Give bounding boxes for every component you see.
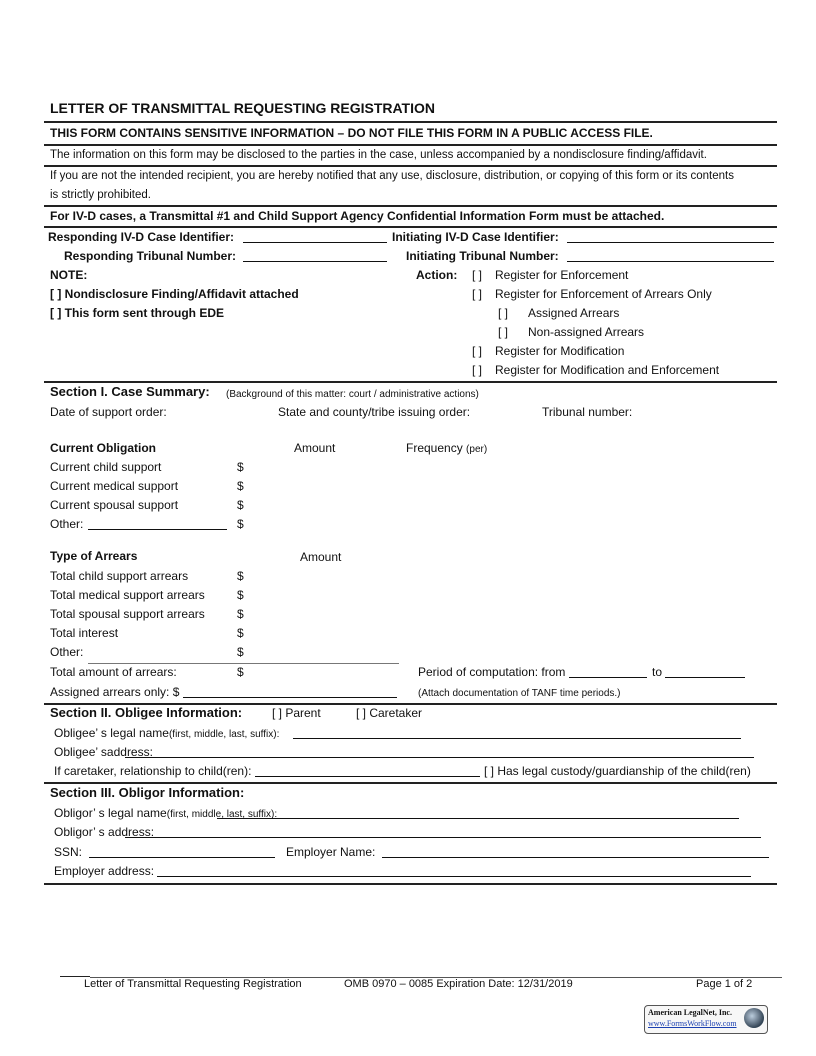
action-label: Action:	[416, 268, 458, 282]
legal-custody-checkbox[interactable]: [ ] Has legal custody/guardianship of the child(ren)	[484, 764, 751, 778]
dollar-sign: $	[237, 607, 244, 621]
initiating-tribunal-label: Initiating Tribunal Number:	[406, 249, 559, 263]
action-checkbox-enforcement[interactable]: [ ]	[472, 268, 483, 282]
sensitive-warning: THIS FORM CONTAINS SENSITIVE INFORMATION – DO NOT FILE THIS FORM IN A PUBLIC ACCESS FILE.	[50, 126, 653, 140]
frequency-label: Frequency	[406, 441, 463, 455]
divider	[44, 144, 777, 146]
responding-tribunal-field[interactable]	[243, 261, 387, 262]
disclosure-notice: The information on this form may be disclosed to the parties in the case, unless accompanied by a nondisclosure finding/affidavit.	[50, 149, 707, 161]
arrears-amount-header: Amount	[300, 550, 342, 564]
divider	[44, 226, 777, 228]
dollar-sign: $	[237, 460, 244, 474]
responding-case-label: Responding IV-D Case Identifier:	[48, 230, 235, 244]
footer-form-name: Letter of Transmittal Requesting Registration	[84, 978, 302, 990]
employer-name-label: Employer Name:	[286, 845, 376, 859]
arrears-row-label: Total interest	[50, 626, 119, 640]
period-to-label: to	[652, 665, 663, 679]
obligor-name-label	[54, 806, 277, 822]
obligee-address-label: Obligee’ saddress:	[54, 745, 153, 759]
divider	[44, 883, 777, 885]
arrears-row-label: Total spousal support arrears	[50, 607, 205, 621]
action-nonassigned-label: Non-assigned Arrears	[528, 325, 645, 339]
arrears-row-label: Other:	[50, 645, 84, 659]
section1-heading: Section I. Case Summary:	[50, 384, 210, 399]
dollar-sign: $	[237, 479, 244, 493]
logo-name: American LegalNet, Inc.	[648, 1008, 732, 1017]
action-assigned-label: Assigned Arrears	[528, 306, 620, 320]
arrears-row-label: Total child support arrears	[50, 569, 189, 583]
initiating-case-label: Initiating IV-D Case Identifier:	[392, 230, 559, 244]
state-county-label: State and county/tribe issuing order:	[278, 405, 471, 419]
section2-heading: Section II. Obligee Information:	[50, 705, 243, 720]
obligee-name-field[interactable]	[293, 738, 741, 739]
initiating-case-field[interactable]	[567, 242, 774, 243]
dollar-sign: $	[237, 498, 244, 512]
obligation-row-label: Current medical support	[50, 479, 179, 493]
responding-case-field[interactable]	[243, 242, 387, 243]
name-hint: (first, middle, last, suffix):	[166, 809, 278, 820]
ssn-field[interactable]	[89, 857, 275, 858]
frequency-header	[406, 441, 487, 457]
period-from-label: Period of computation: from	[418, 665, 566, 679]
action-checkbox-mod-enforcement[interactable]: [ ]	[472, 363, 483, 377]
action-checkbox-assigned[interactable]: [ ]	[498, 306, 509, 320]
employer-address-label: Employer address:	[54, 864, 155, 878]
tribunal-number-label: Tribunal number:	[542, 405, 633, 419]
obligation-row-label: Current child support	[50, 460, 162, 474]
divider	[44, 381, 777, 383]
obligation-row-label: Other:	[50, 517, 84, 531]
recipient-notice-cont: is strictly prohibited.	[50, 189, 151, 201]
obligor-name-text: Obligor’ s legal name	[54, 806, 167, 820]
action-enforcement-label: Register for Enforcement	[495, 268, 629, 282]
ede-checkbox[interactable]: [ ] This form sent through EDE	[50, 306, 224, 320]
amount-header: Amount	[294, 441, 336, 455]
action-checkbox-modification[interactable]: [ ]	[472, 344, 483, 358]
employer-address-field[interactable]	[157, 876, 751, 877]
form-title: LETTER OF TRANSMITTAL REQUESTING REGISTRATION	[50, 100, 435, 116]
action-arrears-only-label: Register for Enforcement of Arrears Only	[495, 287, 712, 301]
other-obligation-field[interactable]	[88, 529, 227, 530]
responding-tribunal-label: Responding Tribunal Number:	[64, 249, 237, 263]
dollar-sign: $	[237, 569, 244, 583]
obligee-name-label	[54, 726, 279, 742]
obligor-address-field[interactable]	[125, 837, 761, 838]
note-label: NOTE:	[50, 268, 88, 282]
action-mod-enforcement-label: Register for Modification and Enforcement	[495, 363, 720, 377]
dollar-sign: $	[237, 626, 244, 640]
date-of-order-label: Date of support order:	[50, 405, 167, 419]
name-hint: (first, middle, last, suffix):	[168, 729, 280, 740]
divider	[44, 205, 777, 207]
period-to-field[interactable]	[665, 677, 745, 678]
nondisclosure-checkbox[interactable]: [ ] Nondisclosure Finding/Affidavit attached	[50, 287, 299, 301]
divider	[44, 165, 777, 167]
divider	[44, 121, 777, 123]
parent-checkbox[interactable]: [ ] Parent	[272, 706, 321, 720]
dollar-sign: $	[237, 517, 244, 531]
dollar-sign: $	[237, 665, 244, 679]
recipient-notice: If you are not the intended recipient, you are hereby notified that any use, disclosure, distribution, or copying of this form or its contents	[50, 170, 734, 182]
relationship-field[interactable]	[255, 776, 480, 777]
arrears-heading: Type of Arrears	[50, 549, 138, 563]
logo-url[interactable]: www.FormsWorkFlow.com	[648, 1019, 737, 1028]
assigned-arrears-field[interactable]	[183, 697, 397, 698]
initiating-tribunal-field[interactable]	[567, 261, 774, 262]
current-obligation-heading: Current Obligation	[50, 441, 156, 455]
obligor-address-label: Obligor’ s address:	[54, 825, 155, 839]
obligee-address-field[interactable]	[125, 757, 754, 758]
american-legalnet-logo[interactable]	[644, 1005, 768, 1034]
ssn-label: SSN:	[54, 845, 83, 859]
caretaker-checkbox[interactable]: [ ] Caretaker	[356, 706, 423, 720]
tanf-note: (Attach documentation of TANF time periods.)	[418, 688, 621, 699]
relationship-label: If caretaker, relationship to child(ren):	[54, 764, 252, 778]
footer-omb: OMB 0970 – 0085 Expiration Date: 12/31/2019	[344, 978, 573, 990]
obligor-name-field[interactable]	[217, 818, 739, 819]
action-checkbox-nonassigned[interactable]: [ ]	[498, 325, 509, 339]
arrears-row-label: Total medical support arrears	[50, 588, 205, 602]
assigned-arrears-label: Assigned arrears only: $	[50, 685, 180, 699]
section1-subnote: (Background of this matter: court / administrative actions)	[226, 389, 479, 400]
action-modification-label: Register for Modification	[495, 344, 625, 358]
obligee-name-text: Obligee’ s legal name	[54, 726, 169, 740]
globe-icon	[744, 1008, 764, 1028]
period-from-field[interactable]	[569, 677, 647, 678]
dollar-sign: $	[237, 645, 244, 659]
per-label: (per)	[466, 444, 488, 455]
ivd-notice: For IV-D cases, a Transmittal #1 and Child Support Agency Confidential Information Form must be attached.	[50, 209, 665, 223]
obligation-row-label: Current spousal support	[50, 498, 179, 512]
total-arrears-label: Total amount of arrears:	[50, 665, 177, 679]
sum-line	[88, 663, 399, 664]
action-checkbox-arrears-only[interactable]: [ ]	[472, 287, 483, 301]
divider	[44, 782, 777, 784]
employer-name-field[interactable]	[382, 857, 769, 858]
footer-page: Page 1 of 2	[696, 978, 753, 990]
dollar-sign: $	[237, 588, 244, 602]
section3-heading: Section III. Obligor Information:	[50, 785, 245, 800]
